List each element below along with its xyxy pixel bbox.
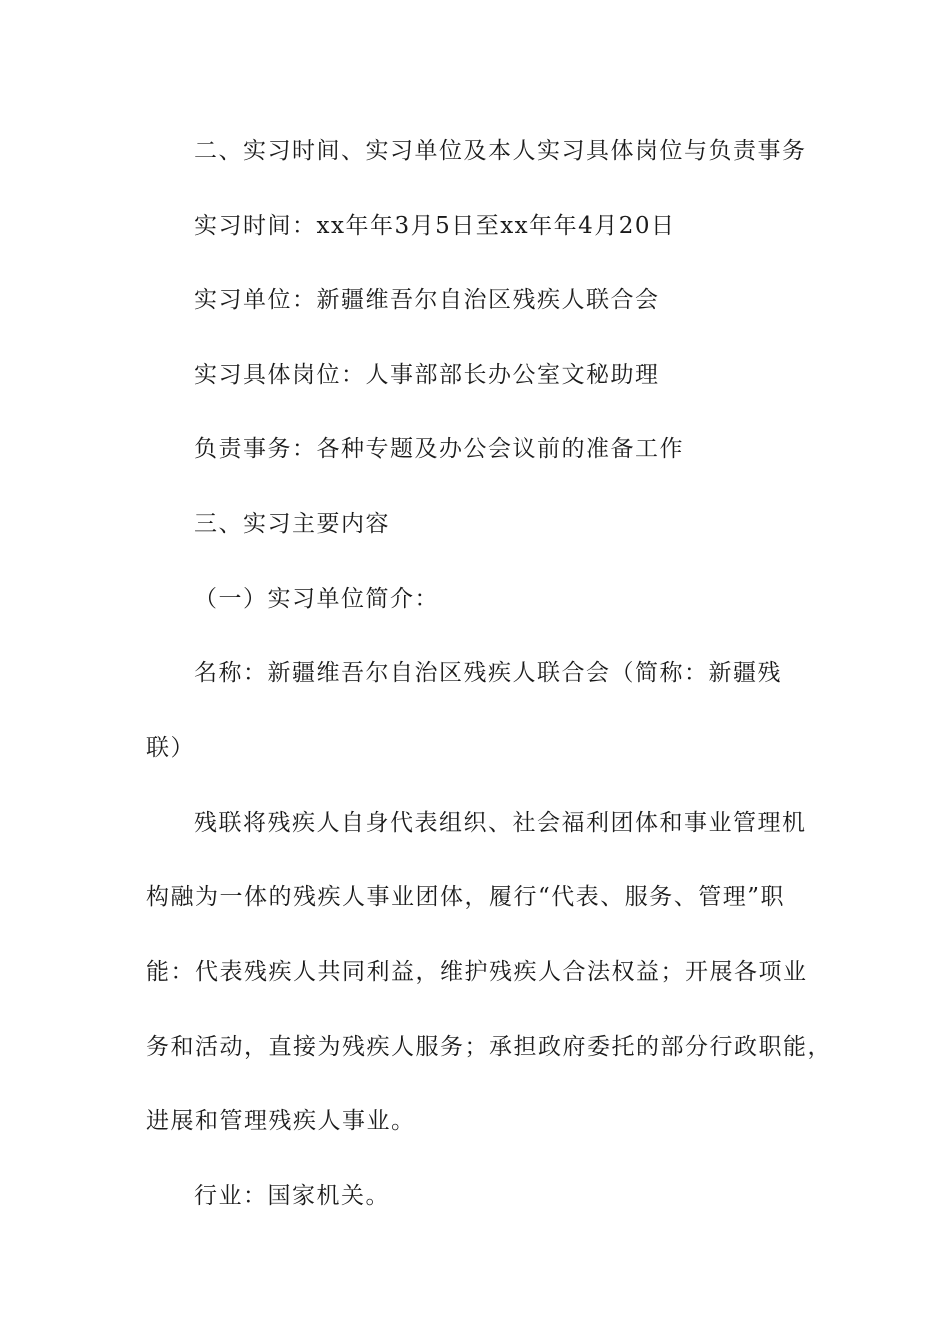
paragraph-description-line-2: 构融为一体的残疾人事业团体，履行“代表、服务、管理”职 xyxy=(146,884,786,910)
paragraph-name-line-2: 联） xyxy=(146,735,195,761)
paragraph-description-line-1: 残联将残疾人自身代表组织、社会福利团体和事业管理机 xyxy=(194,810,807,836)
paragraph-description-line-4: 务和活动，直接为残疾人服务；承担政府委托的部分行政职能， xyxy=(146,1034,832,1060)
internship-unit: 实习单位：新疆维吾尔自治区残疾人联合会 xyxy=(194,287,660,313)
internship-position: 实习具体岗位：人事部部长办公室文秘助理 xyxy=(194,362,660,388)
paragraph-description-line-5: 进展和管理残疾人事业。 xyxy=(146,1108,416,1134)
heading-main-content: 三、实习主要内容 xyxy=(194,511,390,537)
subheading-unit-intro: （一）实习单位简介： xyxy=(194,586,439,612)
paragraph-description-line-3: 能：代表残疾人共同利益，维护残疾人合法权益；开展各项业 xyxy=(146,959,808,985)
internship-time: 实习时间：xx年年3月5日至xx年年4月20日 xyxy=(194,213,676,239)
responsibilities: 负责事务：各种专题及办公会议前的准备工作 xyxy=(194,436,684,462)
paragraph-name-line-1: 名称：新疆维吾尔自治区残疾人联合会（简称：新疆残 xyxy=(194,660,782,686)
heading-internship-time-unit-position: 二、实习时间、实习单位及本人实习具体岗位与负责事务 xyxy=(194,138,807,164)
industry: 行业：国家机关。 xyxy=(194,1183,390,1209)
